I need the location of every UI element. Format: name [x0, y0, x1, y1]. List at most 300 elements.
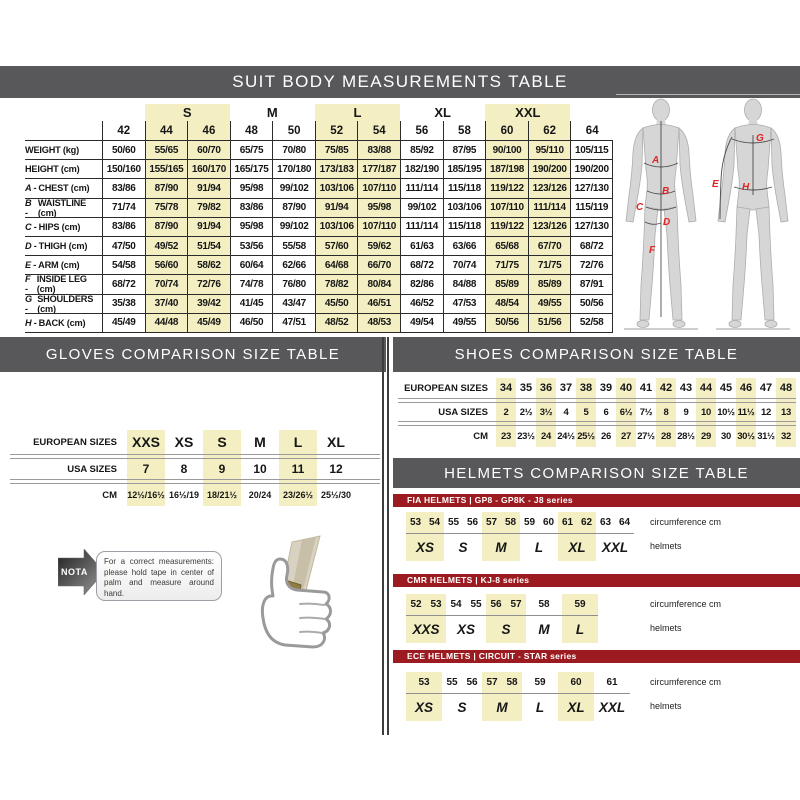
suit-value-cell: 51/54	[187, 236, 230, 255]
helmet-circumference-row	[406, 594, 446, 616]
shoes-size-cell: 36	[539, 382, 553, 394]
suit-value-cell: 64/68	[315, 255, 358, 274]
shoes-size-cell: 31½	[757, 431, 775, 442]
suit-size-header: 56	[400, 121, 443, 140]
row-label: CM	[102, 489, 117, 501]
gloves-size-cell: 9	[218, 462, 226, 476]
suit-row-label	[25, 140, 102, 159]
suit-size-header: 54	[357, 121, 400, 140]
shoes-size-cell: 23½	[517, 431, 535, 442]
helmet-series-table-fia	[398, 512, 800, 564]
helmets-label: helmets	[650, 701, 682, 711]
helmet-circumference-row	[594, 672, 630, 694]
suit-row-name: ARM (cm)	[38, 260, 80, 271]
helmet-series-header-fia: FIA HELMETS | GP8 - GP8K - J8 series	[393, 494, 800, 507]
suit-value-cell: 39/42	[187, 294, 230, 313]
suit-section-title: SUIT BODY MEASUREMENTS TABLE	[232, 72, 568, 91]
suit-size-group-label	[102, 104, 145, 121]
helmet-circumference-value: 60	[542, 517, 555, 528]
suit-value-cell: 115/118	[443, 217, 486, 236]
suit-value-cell: 95/98	[230, 217, 273, 236]
helmet-size-group	[594, 672, 630, 721]
suit-value-cell: 182/190	[400, 159, 443, 178]
suit-value-cell: 127/130	[570, 178, 613, 197]
helmet-size-group	[444, 512, 482, 561]
suit-value-cell: 83/86	[230, 198, 273, 217]
suit-value-cell: 85/92	[400, 140, 443, 159]
suit-size-group-label: M	[266, 105, 278, 120]
suit-row-name: INSIDE LEG (cm)	[36, 274, 87, 295]
suit-value-cell: 80/84	[357, 274, 400, 293]
suit-size-header: 64	[570, 121, 613, 140]
helmet-circumference-value: 54	[450, 599, 462, 610]
helmet-circumference-value: 63	[599, 517, 612, 528]
suit-value-cell: 50/56	[485, 313, 528, 333]
suit-value-cell: 48/53	[357, 313, 400, 333]
helmet-circumference-value: 60	[570, 677, 582, 688]
suit-value-cell: 119/122	[485, 178, 528, 197]
helmet-size-group	[522, 672, 558, 721]
gloves-size-cell: L	[293, 434, 303, 450]
helmet-circumference-row	[526, 594, 562, 616]
suit-value-cell: 107/110	[485, 198, 528, 217]
suit-value-cell: 51/56	[528, 313, 571, 333]
helmet-circumference-value: 58	[538, 599, 550, 610]
helmet-circumference-row	[558, 512, 596, 534]
shoes-size-cell: 48	[779, 382, 793, 394]
body-measurement-diagram	[616, 94, 800, 336]
shoes-size-cell: 26	[601, 431, 611, 442]
suit-value-cell: 99/102	[400, 198, 443, 217]
suit-value-cell: 123/126	[528, 217, 571, 236]
helmet-size-label: XXL	[598, 700, 626, 715]
suit-value-cell: 185/195	[443, 159, 486, 178]
helmet-circumference-value: 64	[618, 517, 631, 528]
suit-value-cell: 41/45	[230, 294, 273, 313]
suit-row-label	[25, 178, 102, 197]
body-label-inside-leg: F	[649, 245, 656, 256]
helmet-circumference-row	[486, 594, 526, 616]
shoes-size-cell: 10½	[717, 406, 735, 418]
shoes-comparison-table	[398, 378, 796, 447]
helmet-size-group	[486, 594, 526, 643]
suit-value-cell: 75/78	[145, 198, 188, 217]
helmet-size-group	[446, 594, 486, 643]
suit-value-cell: 54/58	[102, 255, 145, 274]
gloves-size-cell: 12	[329, 462, 343, 476]
helmet-size-label: L	[534, 540, 544, 555]
shoes-size-cell: 34	[499, 382, 513, 394]
suit-value-cell: 43/47	[272, 294, 315, 313]
suit-row-label	[25, 294, 102, 313]
row-label: USA SIZES	[67, 463, 117, 475]
nota-label: NOTA	[61, 567, 88, 577]
suit-value-cell: 190/200	[528, 159, 571, 178]
suit-value-cell: 87/90	[145, 178, 188, 197]
suit-row-name: CHEST (cm)	[38, 183, 90, 194]
suit-value-cell: 47/53	[443, 294, 486, 313]
helmet-size-label: M	[495, 540, 507, 555]
suit-value-cell: 111/114	[528, 198, 571, 217]
suit-row-label	[25, 236, 102, 255]
helmet-size-group	[526, 594, 562, 643]
gloves-section-title: GLOVES COMPARISON SIZE TABLE	[45, 346, 341, 363]
suit-row-letter: B -	[25, 197, 32, 218]
suit-value-cell: 115/119	[570, 198, 613, 217]
helmet-size-group	[520, 512, 558, 561]
helmet-circumference-value: 58	[504, 517, 517, 528]
suit-value-cell: 66/70	[357, 255, 400, 274]
suit-row-letter: A -	[25, 183, 37, 194]
suit-size-header: 52	[315, 121, 358, 140]
helmet-column-labels	[650, 594, 721, 642]
body-label-hips: C	[636, 202, 644, 213]
circumference-label: circumference cm	[650, 517, 722, 527]
shoes-size-cell: 9	[683, 406, 689, 418]
suit-value-cell: 83/88	[357, 140, 400, 159]
suit-row-letter: G -	[25, 293, 32, 314]
suit-value-cell: 61/63	[400, 236, 443, 255]
suit-value-cell: 90/100	[485, 140, 528, 159]
suit-value-cell: 87/91	[570, 274, 613, 293]
shoes-size-cell: 7½	[639, 406, 653, 418]
suit-size-header: 46	[187, 121, 230, 140]
helmet-circumference-row	[406, 512, 444, 534]
gloves-section-header	[0, 337, 386, 372]
suit-value-cell: 160/170	[187, 159, 230, 178]
helmets-label: helmets	[650, 623, 682, 633]
helmet-size-label: XL	[568, 540, 586, 555]
suit-value-cell: 53/56	[230, 236, 273, 255]
suit-value-cell: 187/198	[485, 159, 528, 178]
helmet-circumference-value: 57	[485, 517, 498, 528]
suit-value-cell: 91/94	[315, 198, 358, 217]
suit-value-cell: 91/94	[187, 217, 230, 236]
helmet-circumference-value: 53	[430, 599, 442, 610]
shoes-size-cell: 35	[519, 382, 533, 394]
helmet-series-table-cmr	[398, 594, 800, 646]
suit-value-cell: 46/50	[230, 313, 273, 333]
suit-value-cell: 87/95	[443, 140, 486, 159]
suit-value-cell: 56/60	[145, 255, 188, 274]
body-label-shoulders: G	[756, 133, 764, 144]
suit-value-cell: 70/74	[443, 255, 486, 274]
suit-value-cell: 78/82	[315, 274, 358, 293]
suit-value-cell: 60/64	[230, 255, 273, 274]
circumference-label: circumference cm	[650, 677, 722, 687]
suit-value-cell: 59/62	[357, 236, 400, 255]
suit-value-cell: 84/88	[443, 274, 486, 293]
suit-value-cell: 35/38	[102, 294, 145, 313]
suit-row-name: SHOULDERS (cm)	[37, 293, 94, 314]
helmet-circumference-row	[596, 512, 634, 534]
shoes-size-cell: 6½	[619, 406, 633, 418]
suit-value-cell: 173/183	[315, 159, 358, 178]
shoes-size-cell: 24½	[557, 431, 575, 442]
shoes-size-cell: 25½	[577, 431, 595, 442]
suit-row-label	[25, 274, 102, 293]
helmet-size-group	[558, 512, 596, 561]
suit-value-cell: 95/98	[357, 198, 400, 217]
shoes-size-cell: 44	[699, 382, 713, 394]
shoes-size-cell: 27	[621, 431, 631, 442]
suit-value-cell: 48/54	[485, 294, 528, 313]
gloves-size-cell: 10	[253, 462, 267, 476]
suit-row-name: THIGH (cm)	[38, 241, 88, 252]
suit-value-cell: 75/85	[315, 140, 358, 159]
suit-value-cell: 55/65	[145, 140, 188, 159]
helmet-circumference-value: 56	[490, 599, 502, 610]
shoes-size-cell: 5	[583, 406, 589, 418]
shoes-size-cell: 6	[603, 406, 609, 418]
shoes-size-cell: 8	[663, 406, 669, 418]
suit-value-cell: 44/48	[145, 313, 188, 333]
suit-row-letter: D -	[25, 241, 37, 252]
suit-value-cell: 68/72	[400, 255, 443, 274]
suit-size-group-label: XXL	[485, 104, 570, 121]
suit-value-cell: 87/90	[272, 198, 315, 217]
shoes-size-cell: 2	[503, 406, 509, 418]
helmet-circumference-row	[562, 594, 598, 616]
shoes-section-title: SHOES COMPARISON SIZE TABLE	[454, 346, 739, 363]
table-row	[10, 484, 380, 506]
helmet-size-group	[406, 512, 444, 561]
helmet-circumference-value: 56	[466, 517, 479, 528]
table-row	[398, 378, 796, 398]
shoes-size-cell: 28	[661, 431, 671, 442]
shoes-size-cell: 10	[701, 406, 711, 418]
helmet-circumference-row	[522, 672, 558, 694]
suit-value-cell: 58/62	[187, 255, 230, 274]
suit-value-cell: 47/51	[272, 313, 315, 333]
helmet-size-label: M	[538, 622, 550, 637]
shoes-size-cell: 39	[599, 382, 613, 394]
helmet-size-group	[406, 672, 442, 721]
gloves-size-cell: XS	[174, 434, 194, 450]
suit-size-header: 44	[145, 121, 188, 140]
suit-value-cell: 46/52	[400, 294, 443, 313]
suit-size-group-label: L	[315, 104, 400, 121]
suit-size-group-label	[570, 104, 613, 121]
suit-value-cell: 165/175	[230, 159, 273, 178]
shoes-size-cell: 46	[739, 382, 753, 394]
suit-value-cell: 127/130	[570, 217, 613, 236]
shoes-size-cell: 40	[619, 382, 633, 394]
helmet-size-group	[596, 512, 634, 561]
suit-value-cell: 46/51	[357, 294, 400, 313]
helmet-circumference-value: 61	[606, 677, 618, 688]
suit-value-cell: 49/52	[145, 236, 188, 255]
shoes-size-cell: 4	[563, 406, 569, 418]
helmet-size-group	[558, 672, 594, 721]
row-label: EUROPEAN SIZES	[404, 382, 488, 394]
helmet-size-label: S	[501, 622, 511, 637]
suit-row-name: HEIGHT (cm)	[25, 164, 80, 175]
suit-value-cell: 65/75	[230, 140, 273, 159]
circumference-label: circumference cm	[650, 599, 722, 609]
helmet-circumference-row	[482, 672, 522, 694]
suit-value-cell: 70/80	[272, 140, 315, 159]
gloves-size-cell: 11	[291, 462, 305, 476]
helmet-size-group	[562, 594, 598, 643]
suit-row-name: HIPS (cm)	[38, 221, 81, 232]
suit-value-cell: 115/118	[443, 178, 486, 197]
helmet-size-label: M	[496, 700, 508, 715]
shoes-size-cell: 11½	[737, 406, 755, 418]
shoes-size-cell: 47	[759, 382, 773, 394]
helmets-section-title: HELMETS COMPARISON SIZE TABLE	[444, 464, 749, 482]
suit-value-cell: 71/75	[528, 255, 571, 274]
suit-row-letter: H -	[25, 317, 37, 328]
suit-value-cell: 55/58	[272, 236, 315, 255]
body-label-back: H	[742, 182, 750, 193]
shoes-size-cell: 42	[659, 382, 673, 394]
helmet-circumference-value: 55	[470, 599, 482, 610]
suit-value-cell: 76/80	[272, 274, 315, 293]
suit-size-header: 50	[272, 121, 315, 140]
suit-value-cell: 72/76	[187, 274, 230, 293]
suit-value-cell: 71/75	[485, 255, 528, 274]
nota-bubble	[96, 551, 222, 601]
helmet-size-label: XS	[456, 622, 475, 637]
helmet-groups	[406, 512, 634, 561]
helmet-circumference-value: 59	[574, 599, 586, 610]
suit-value-cell: 79/82	[187, 198, 230, 217]
helmet-size-label: S	[457, 700, 467, 715]
suit-value-cell: 123/126	[528, 178, 571, 197]
helmet-circumference-value: 56	[466, 677, 478, 688]
suit-value-cell: 190/200	[570, 159, 613, 178]
suit-value-cell: 99/102	[272, 178, 315, 197]
helmets-label: helmets	[650, 541, 682, 551]
helmet-size-group	[406, 594, 446, 643]
section-divider-line	[387, 337, 389, 735]
shoes-section-header	[393, 337, 800, 372]
shoes-size-cell: 2½	[519, 406, 533, 418]
shoes-size-cell: 45	[719, 382, 733, 394]
helmet-circumference-row	[444, 512, 482, 534]
suit-value-cell: 150/160	[102, 159, 145, 178]
suit-value-cell: 177/187	[357, 159, 400, 178]
suit-row-name: WEIGHT (kg)	[25, 145, 79, 156]
shoes-size-cell: 38	[579, 382, 593, 394]
suit-size-group-label: XL	[434, 105, 451, 120]
helmet-series-header-ece: ECE HELMETS | CIRCUIT - STAR series	[393, 650, 800, 663]
gloves-size-cell: XXS	[131, 434, 160, 450]
helmet-circumference-value: 55	[446, 677, 458, 688]
helmet-circumference-value: 58	[506, 677, 518, 688]
suit-value-cell: 87/90	[145, 217, 188, 236]
suit-row-label	[25, 217, 102, 236]
suit-value-cell: 71/74	[102, 198, 145, 217]
suit-size-header: 60	[485, 121, 528, 140]
suit-value-cell: 48/52	[315, 313, 358, 333]
suit-value-cell: 72/76	[570, 255, 613, 274]
helmet-circumference-value: 61	[561, 517, 574, 528]
body-silhouettes	[616, 95, 800, 336]
helmet-circumference-value: 55	[447, 517, 460, 528]
shoes-size-cell: 37	[559, 382, 573, 394]
suit-measurements-table	[25, 104, 613, 333]
gloves-size-cell: M	[254, 434, 266, 450]
helmet-circumference-row	[520, 512, 558, 534]
helmet-size-group	[442, 672, 482, 721]
gloves-comparison-table	[10, 430, 380, 506]
suit-value-cell: 111/114	[400, 217, 443, 236]
suit-row-name: WAISTLINE (cm)	[37, 197, 87, 218]
suit-row-label	[25, 159, 102, 178]
suit-value-cell: 62/66	[272, 255, 315, 274]
section-divider-line	[382, 337, 384, 735]
helmet-circumference-row	[406, 672, 442, 694]
suit-value-cell: 74/78	[230, 274, 273, 293]
helmets-section-header	[393, 458, 800, 488]
suit-value-cell: 82/86	[400, 274, 443, 293]
helmet-size-label: XS	[414, 700, 433, 715]
suit-value-cell: 63/66	[443, 236, 486, 255]
table-row	[398, 426, 796, 447]
suit-value-cell: 91/94	[187, 178, 230, 197]
suit-row-label	[25, 255, 102, 274]
suit-value-cell: 67/70	[528, 236, 571, 255]
gloves-size-cell: 8	[180, 462, 188, 476]
helmet-circumference-value: 53	[418, 677, 430, 688]
row-label: USA SIZES	[438, 406, 488, 418]
helmet-size-label: S	[458, 540, 468, 555]
suit-value-cell: 49/54	[400, 313, 443, 333]
shoes-size-cell: 13	[781, 406, 791, 418]
suit-value-cell: 49/55	[528, 294, 571, 313]
table-row	[10, 459, 380, 479]
suit-value-cell: 85/89	[528, 274, 571, 293]
helmet-circumference-row	[446, 594, 486, 616]
suit-row-letter: C -	[25, 221, 37, 232]
shoes-size-cell: 3½	[539, 406, 553, 418]
row-label: EUROPEAN SIZES	[33, 436, 117, 448]
helmet-size-group	[482, 512, 520, 561]
suit-value-cell: 155/165	[145, 159, 188, 178]
gloves-size-cell: 7	[142, 462, 150, 476]
helmet-column-labels	[650, 512, 721, 560]
suit-value-cell: 99/102	[272, 217, 315, 236]
helmet-series-header-cmr: CMR HELMETS | KJ-8 series	[393, 574, 800, 587]
suit-value-cell: 95/110	[528, 140, 571, 159]
shoes-size-cell: 32	[781, 431, 791, 442]
suit-value-cell: 95/98	[230, 178, 273, 197]
helmet-size-label: XS	[415, 540, 434, 555]
gloves-size-cell: 12½/16½	[127, 490, 165, 500]
suit-value-cell: 103/106	[443, 198, 486, 217]
suit-row-letter: E -	[25, 260, 37, 271]
row-label: CM	[473, 431, 488, 442]
nota-text: For a correct measurements: please hold tape in center of palm and measure around hand.	[104, 557, 214, 598]
suit-value-cell: 170/180	[272, 159, 315, 178]
helmet-size-label: XL	[567, 700, 585, 715]
gloves-size-cell: 16½/19	[168, 490, 200, 500]
helmet-circumference-value: 59	[534, 677, 546, 688]
body-label-arm: E	[712, 179, 719, 190]
suit-value-cell: 47/50	[102, 236, 145, 255]
suit-row-name: BACK (cm)	[38, 317, 86, 328]
suit-value-cell: 57/60	[315, 236, 358, 255]
suit-size-header: 62	[528, 121, 571, 140]
suit-size-group-label: S	[145, 104, 230, 121]
shoes-size-cell: 27½	[637, 431, 655, 442]
helmet-size-label: L	[535, 700, 545, 715]
suit-value-cell: 68/72	[102, 274, 145, 293]
body-label-thigh: D	[663, 217, 671, 228]
gloves-size-cell: XL	[327, 434, 345, 450]
